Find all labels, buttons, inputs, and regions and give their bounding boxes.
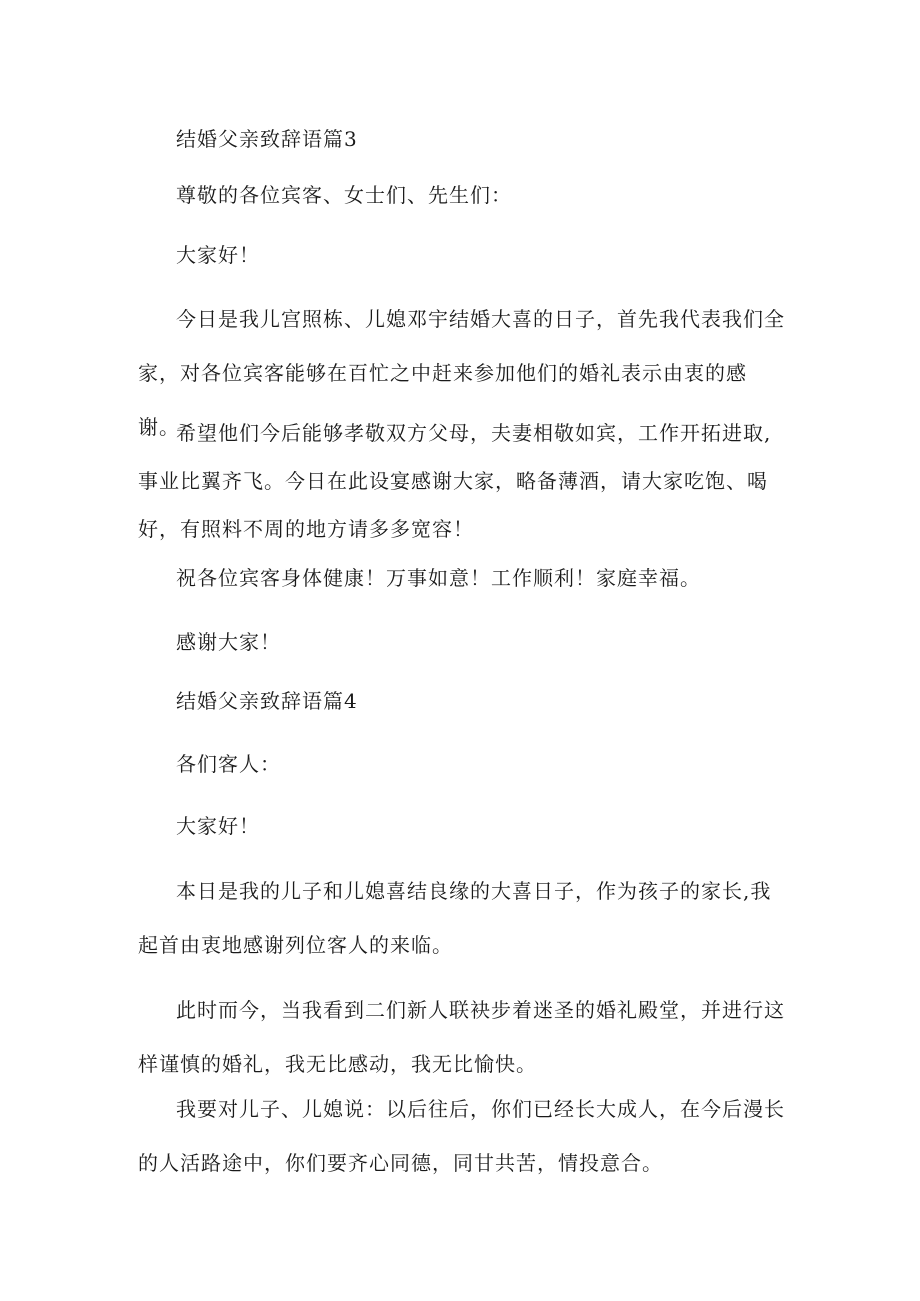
paragraph-salutation-2: 各们客人：: [176, 752, 281, 776]
paragraph-wishes: 希望他们今后能够孝敬双方父母，夫妻相敬如宾，工作开拓进取,事业比翼齐飞。今日在此设宴感谢大家，略备薄酒，请大家吃饱、喝好，有照料不周的地方请多多宽容！: [138, 421, 772, 541]
paragraph-blessing: 祝各位宾客身体健康！万事如意！工作顺利！家庭幸福。: [176, 566, 701, 590]
paragraph-greeting-2: 大家好！: [176, 814, 260, 838]
paragraph-salutation: 尊敬的各位宾客、女士们、先生们：: [176, 183, 512, 207]
paragraph-thanks: 今日是我儿宫照栋、儿媳邓宇结婚大喜的日子，首先我代表我们全家，对各位宾客能够在百忙之中赶来参加他们的婚礼表示由衷的感谢。: [138, 307, 785, 439]
paragraph-emotion: 此时而今，当我看到二们新人联袂步着迷圣的婚礼殿堂，并进行这样谨慎的婚礼，我无比感动，我无比愉快。: [138, 998, 785, 1076]
paragraph-advice: 我要对儿子、儿媳说：以后往后，你们已经长大成人，在今后漫长的人活路途中，你们要齐心同德，同甘共苦，情投意合。: [138, 1097, 785, 1175]
paragraph-greeting: 大家好！: [176, 243, 260, 267]
section-title-3: 结婚父亲致辞语篇3: [176, 127, 358, 151]
section-title-4: 结婚父亲致辞语篇4: [176, 689, 358, 713]
paragraph-closing: 感谢大家！: [176, 630, 281, 654]
paragraph-gratitude: 本日是我的儿子和儿媳喜结良缘的大喜日子，作为孩子的家长,我起首由衷地感谢列位客人的来临。: [138, 879, 772, 957]
